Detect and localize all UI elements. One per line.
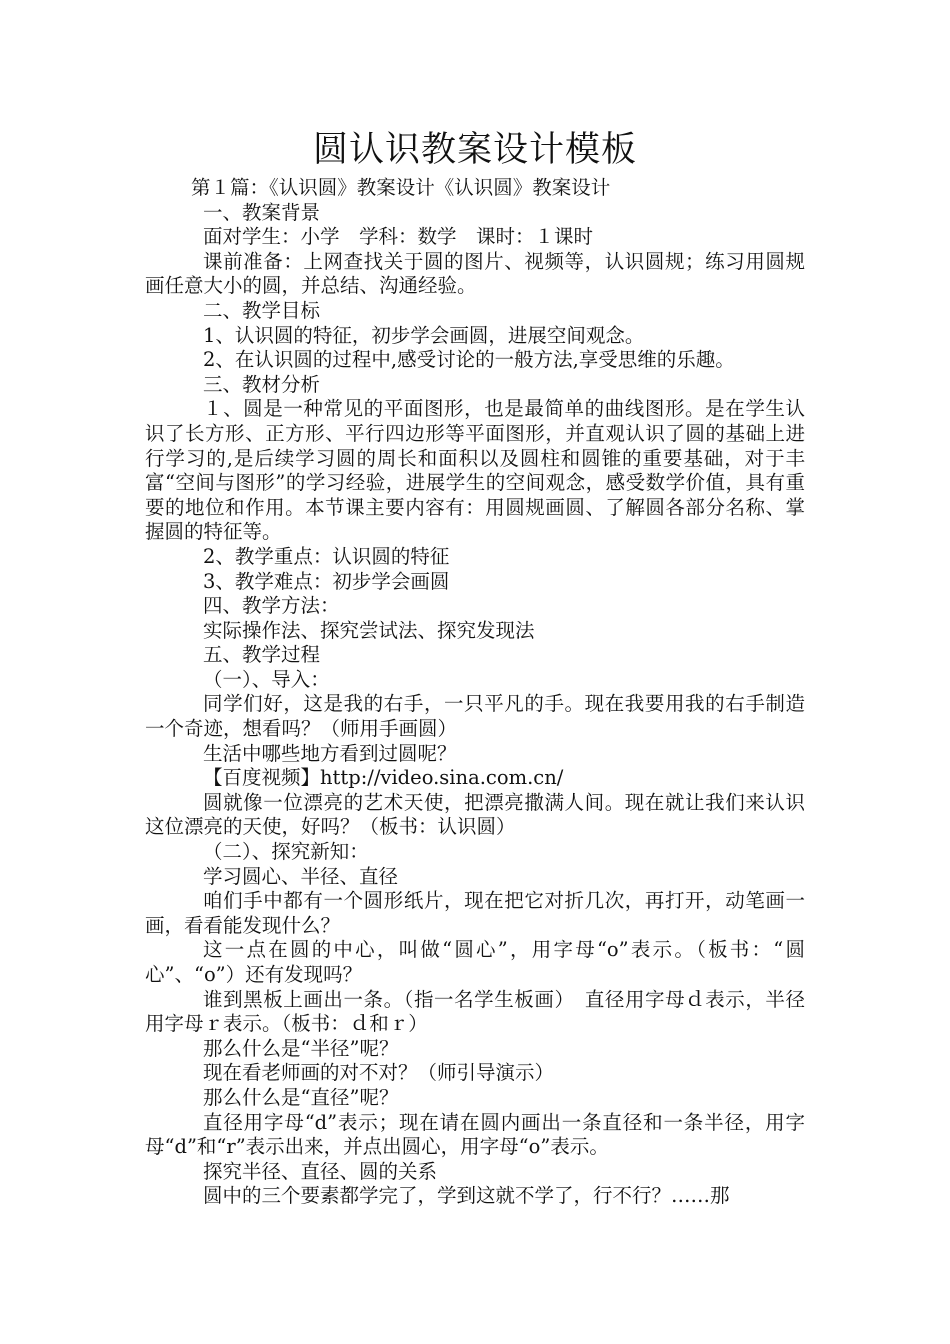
paragraph: 2、教学重点：认识圆的特征 bbox=[203, 544, 450, 568]
paragraph: 圆中的三个要素都学完了，学到这就不学了，行不行？……那 bbox=[203, 1184, 730, 1208]
subsection-heading: （一）、导入： bbox=[203, 667, 330, 691]
document-title: 圆认识教案设计模板 bbox=[312, 130, 637, 170]
paragraph: 实际操作法、探究尝试法、探究发现法 bbox=[203, 618, 535, 642]
paragraph: 1、认识圆的特征，初步学会画圆，进展空间观念。 bbox=[203, 323, 645, 347]
paragraph: 第１篇：《认识圆》教案设计《认识圆》教案设计 bbox=[191, 176, 611, 199]
paragraph: 那么什么是“半径”呢？ bbox=[203, 1036, 399, 1060]
section-heading: 四、教学方法： bbox=[203, 594, 340, 618]
paragraph: 同学们好，这是我的右手，一只平凡的手。现在我要用我的右手制造一个奇迹，想看吗？（师用手画圆） bbox=[145, 692, 805, 741]
paragraph: 这一点在圆的中心，叫做“圆心”，用字母“o”表示。（板书：“圆心”、“o”）还有发现吗？ bbox=[145, 938, 805, 986]
document-body bbox=[145, 176, 805, 1209]
paragraph: 圆就像一位漂亮的艺术天使，把漂亮撒满人间。现在就让我们来认识这位漂亮的天使，好吗？（板书：认识圆） bbox=[145, 790, 805, 839]
paragraph: 现在看老师画的对不对？（师引导演示） bbox=[203, 1061, 555, 1085]
paragraph: 课前准备：上网查找关于圆的图片、视频等，认识圆规；练习用圆规画任意大小的圆，并总结、沟通经验。 bbox=[145, 249, 805, 298]
paragraph: 探究半径、直径、圆的关系 bbox=[203, 1159, 438, 1183]
paragraph: 那么什么是“直径”呢？ bbox=[203, 1085, 399, 1109]
paragraph: １、圆是一种常见的平面图形，也是最简单的曲线图形。是在学生认识了长方形、正方形、平行四边形等平面图形，并直观认识了圆的基础上进行学习的,是后续学习圆的周长和面积以及圆柱和圆锥的重要基础，对于丰富“空间与图形”的学习经验，进展学生的空间观念，感受数学价值，具有重要的地位和作用。本节课主要内容有：用圆规画圆、了解圆各部分名称、掌握圆的特征等。 bbox=[145, 397, 805, 544]
paragraph: 2、在认识圆的过程中,感受讨论的一般方法,享受思维的乐趣。 bbox=[203, 348, 735, 372]
section-heading: 三、教材分析 bbox=[203, 372, 321, 396]
paragraph: 生活中哪些地方看到过圆呢？ bbox=[203, 741, 457, 765]
paragraph: 面对学生：小学 学科：数学 课时：１课时 bbox=[203, 225, 594, 249]
paragraph: 直径用字母“d”表示；现在请在圆内画出一条直径和一条半径，用字母“d”和“r”表示出来，并点出圆心，用字母“o”表示。 bbox=[145, 1110, 805, 1159]
paragraph: 咱们手中都有一个圆形纸片，现在把它对折几次，再打开，动笔画一画，看看能发现什么？ bbox=[145, 889, 805, 937]
paragraph: 谁到黑板上画出一条。（指一名学生板画） 直径用字母ｄ表示，半径用字母ｒ表示。（板书：ｄ和ｒ） bbox=[145, 987, 805, 1036]
section-heading: 五、教学过程 bbox=[203, 643, 321, 667]
paragraph: 3、教学难点：初步学会画圆 bbox=[203, 569, 450, 593]
paragraph: 学习圆心、半径、直径 bbox=[203, 864, 399, 888]
subsection-heading: （二）、探究新知： bbox=[203, 840, 369, 864]
section-heading: 一、教案背景 bbox=[203, 200, 321, 224]
paragraph: 【百度视频】http://video.sina.com.cn/ bbox=[203, 766, 564, 790]
section-heading: 二、教学目标 bbox=[203, 298, 321, 322]
